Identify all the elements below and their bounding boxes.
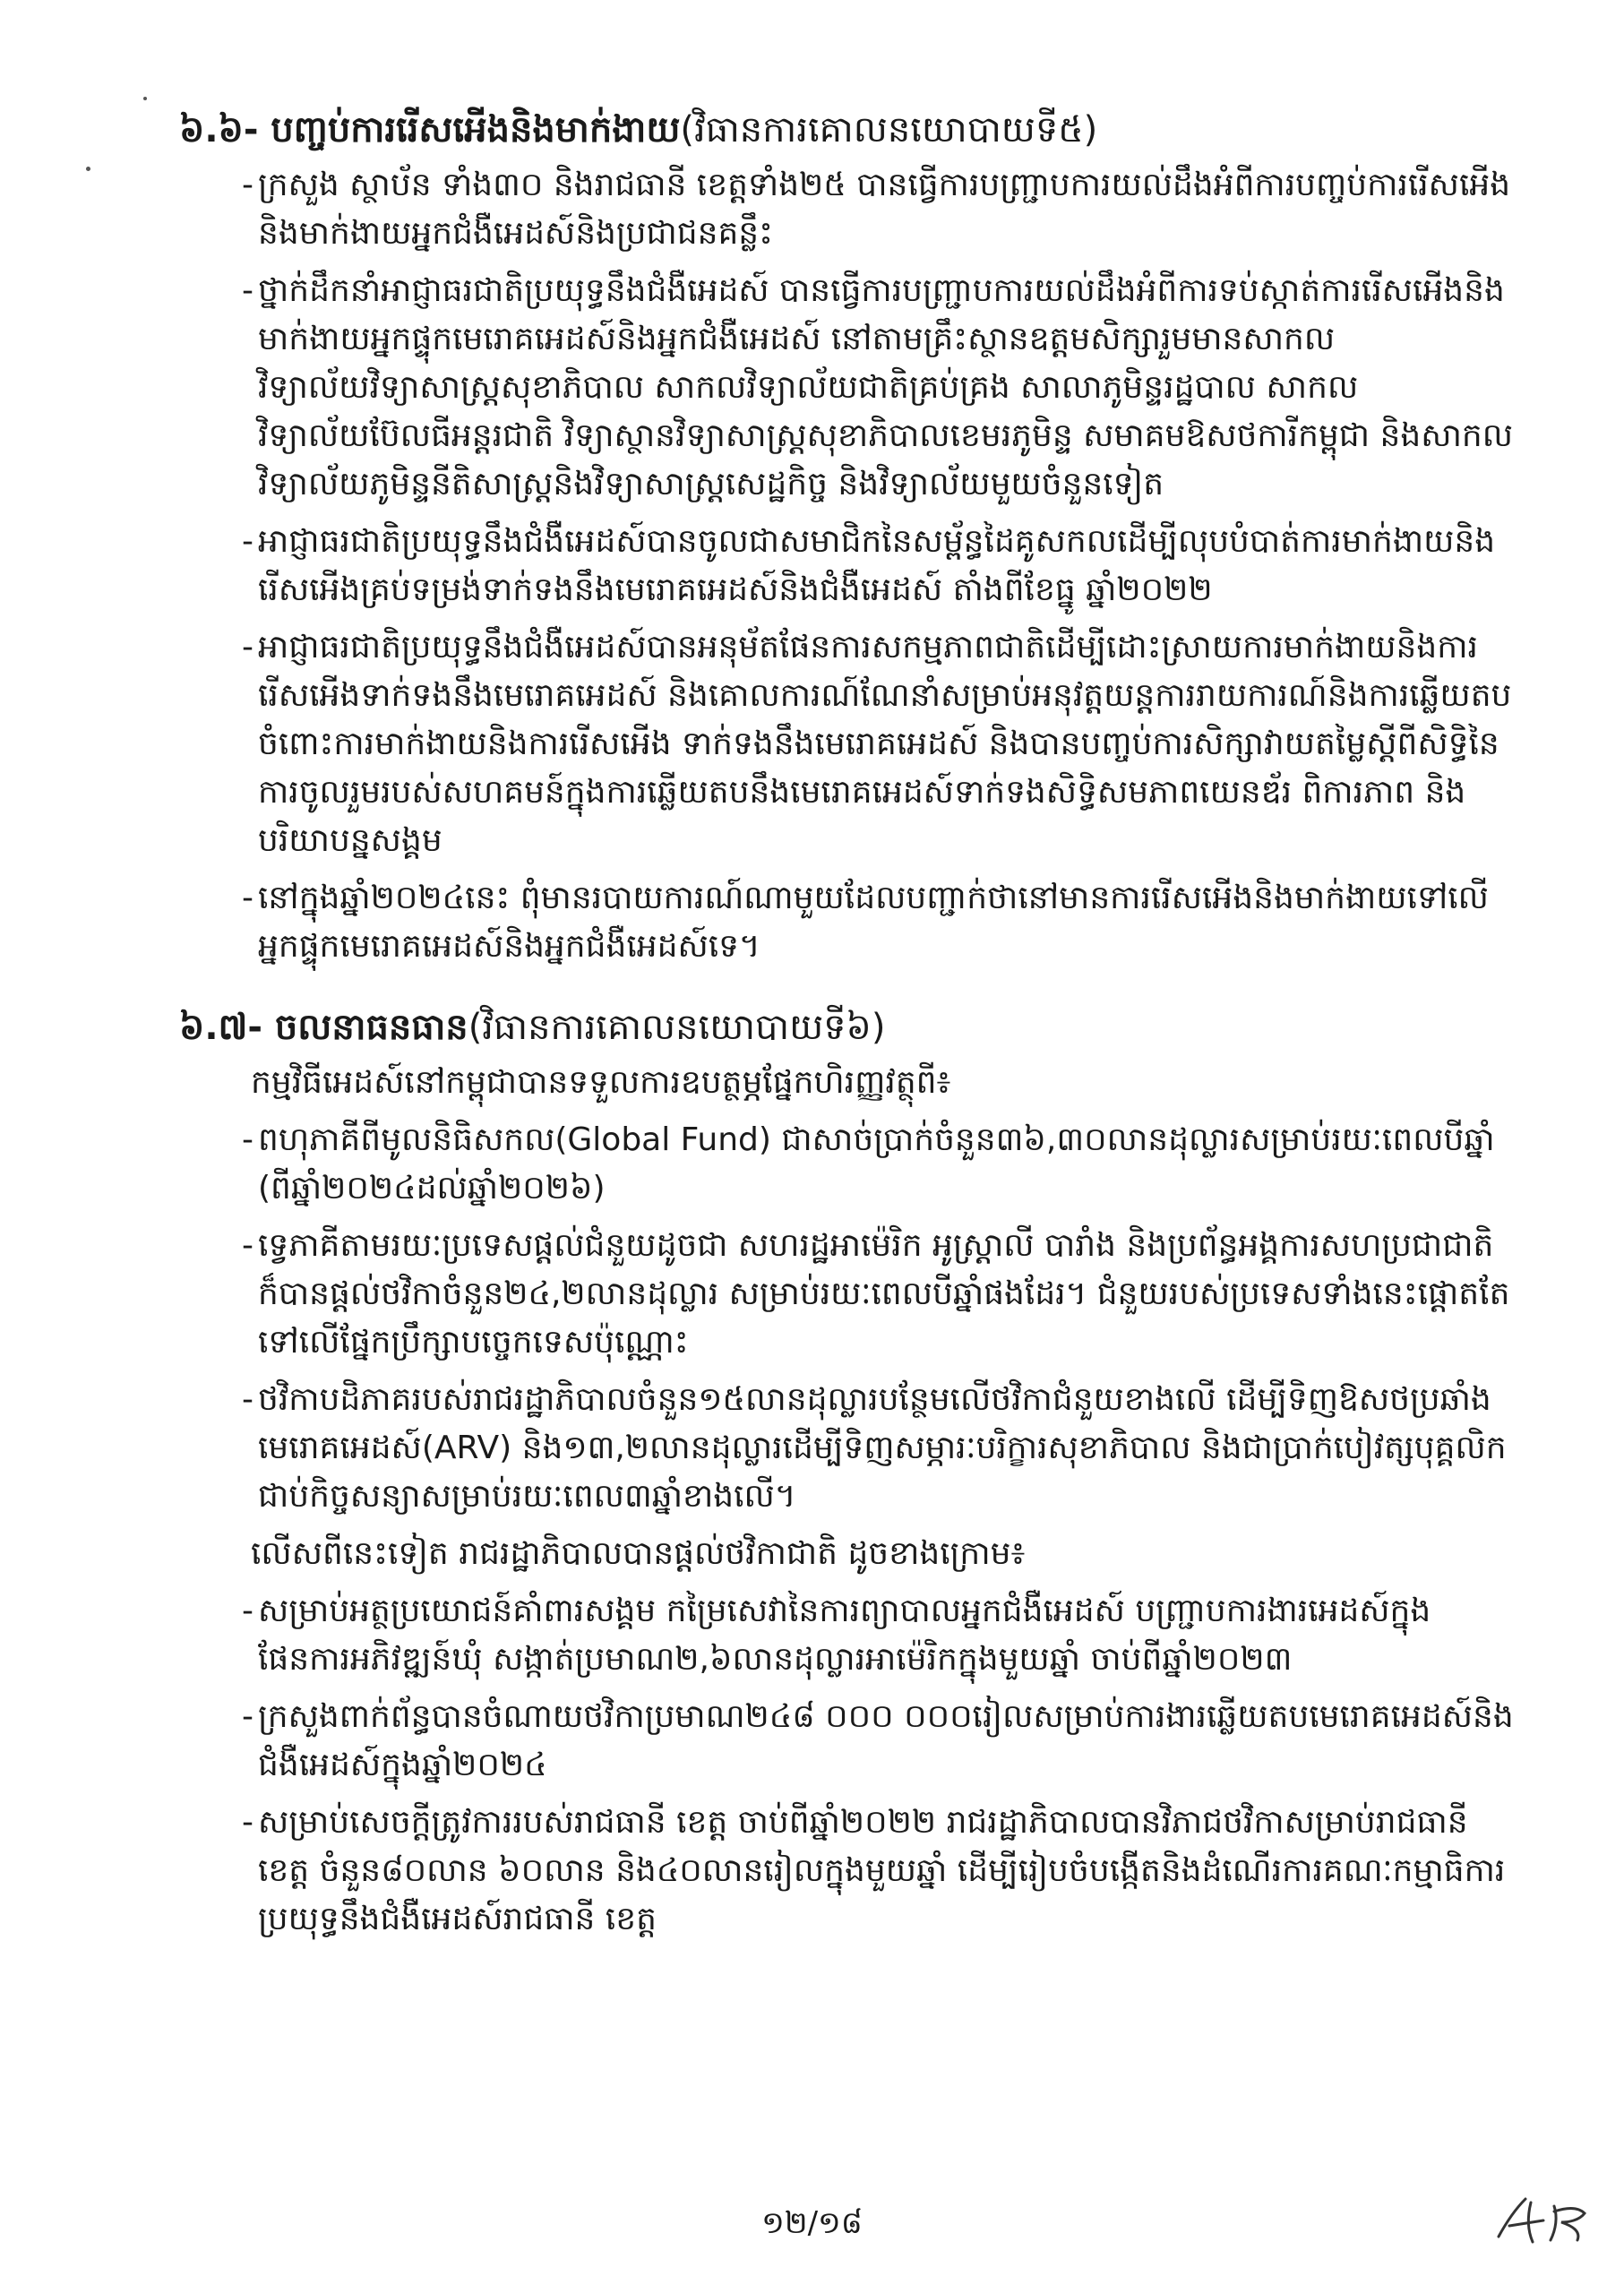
list-item-text: ថវិកាបដិភាគរបស់រាជរដ្ឋាភិបាលចំនួន១៥លានដុល្លារបន្ថែមលើថវិកាជំនួយខាងលើ ដើម្បីទិញឱសថប្រឆាំងមេរោគអេដស៍(ARV) និង១៣,២លានដុល្លារដើម្បីទិញសម្ភារៈបរិក្ខារសុខាភិបាល និងជាប្រាក់បៀវត្សបុគ្គលិកជាប់កិច្ចសន្យាសម្រាប់រយៈពេល៣ឆ្នាំខាងលើ។ — [258, 1381, 1507, 1515]
list-item-text: អាជ្ញាធរជាតិប្រយុទ្ធនឹងជំងឺអេដស៍បានអនុម័តផែនការសកម្មភាពជាតិដើម្បីដោះស្រាយការមាក់ងាយនិងការរើសអើងទាក់ទងនឹងមេរោគអេដស៍ និងគោលការណ៍ណែនាំសម្រាប់អនុវត្តយន្តការរាយការណ៍និងការឆ្លើយតបចំពោះការមាក់ងាយនិងការរើសអើង ទាក់ទងនឹងមេរោគអេដស៍ និងបានបញ្ចប់ការសិក្សាវាយតម្លៃស្តីពីសិទ្ធិនៃការចូលរួមរបស់សហគមន៍ក្នុងការឆ្លើយតបនឹងមេរោគអេដស៍ទាក់ទងសិទ្ធិសមភាពយេនឌ័រ ពិការភាព និងបរិយាបន្នសង្គម — [258, 629, 1512, 859]
list-item — [179, 518, 1514, 614]
list-item — [179, 161, 1514, 258]
section-intro-2: លើសពីនេះទៀត រាជរដ្ឋាភិបាលបានផ្តល់ថវិកាជាតិ ដូចខាងក្រោម៖ — [251, 1535, 1026, 1572]
list-item — [179, 1693, 1514, 1790]
section-number: ៦.៧- — [179, 1007, 262, 1048]
bullet-dash: - — [242, 880, 253, 916]
bullet-dash: - — [242, 1593, 253, 1629]
list-item-text: ក្រសួងពាក់ព័ន្ធបានចំណាយថវិកាប្រមាណ២៤៨ ០០០ ០០០រៀលសម្រាប់ការងារឆ្លើយតបមេរោគអេដស៍និងជំងឺអេដស៍ក្នុងឆ្នាំ២០២៤ — [258, 1698, 1514, 1783]
section-gap — [179, 980, 1514, 1003]
list-item — [179, 1799, 1514, 1944]
list-item — [179, 1376, 1514, 1521]
scan-speck — [143, 97, 147, 100]
bullet-dash: - — [242, 629, 253, 666]
section-subtitle: (វិធានការគោលនយោបាយទី៦) — [468, 1007, 886, 1048]
section-title: បញ្ចប់ការរើសអើងនិងមាក់ងាយ — [271, 109, 681, 150]
list-item — [179, 874, 1514, 971]
bullet-dash: - — [242, 1227, 253, 1264]
list-item — [179, 1222, 1514, 1367]
list-item-text: ពហុភាគីពីមូលនិធិសកល(Global Fund) ជាសាច់ប្រាក់ចំនួន៣៦,៣០លានដុល្លារសម្រាប់រយៈពេលបីឆ្នាំ (ពីឆ្នាំ២០២៤ដល់ឆ្នាំ២០២៦) — [258, 1121, 1495, 1207]
section-subtitle: (វិធានការគោលនយោបាយទី៥) — [680, 109, 1098, 150]
list-item — [179, 1587, 1514, 1684]
list-item-text: ថ្នាក់ដឹកនាំអាជ្ញាធរជាតិប្រយុទ្ធនឹងជំងឺអេដស៍ បានធ្វើការបញ្ជ្រាបការយល់ដឹងអំពីការទប់ស្កាត់ការរើសអើងនិងមាក់ងាយអ្នកផ្ទុកមេរោគអេដស៍និងអ្នកជំងឺអេដស៍ នៅតាមគ្រឹះស្ថានឧត្តមសិក្សារួមមានសាកលវិទ្យាល័យវិទ្យាសាស្ត្រសុខាភិបាល សាកលវិទ្យាល័យជាតិគ្រប់គ្រង សាលាភូមិន្ទរដ្ឋបាល សាកលវិទ្យាល័យប៊ែលធីអន្តរជាតិ វិទ្យាស្ថានវិទ្យាសាស្ត្រសុខាភិបាលខេមរភូមិន្ទ សមាគមឱសថការីកម្ពុជា និងសាកលវិទ្យាល័យភូមិន្ទនីតិសាស្ត្រនិងវិទ្យាសាស្ត្រសេដ្ឋកិច្ច និងវិទ្យាល័យមួយចំនួនទៀត — [258, 272, 1514, 502]
section-number: ៦.៦- — [179, 109, 259, 150]
signature-icon — [1491, 2190, 1599, 2253]
bullet-dash: - — [242, 1381, 253, 1418]
bullet-dash: - — [242, 272, 253, 309]
section-heading-6-7 — [179, 1003, 1514, 1052]
list-item — [179, 267, 1514, 509]
section-heading-6-6 — [179, 106, 1514, 154]
list-item — [179, 623, 1514, 865]
list-item-text: អាជ្ញាធរជាតិប្រយុទ្ធនឹងជំងឺអេដស៍បានចូលជាសមាជិកនៃសម្ព័ន្ធដៃគូសកលដើម្បីលុបបំបាត់ការមាក់ងាយនិងរើសអើងគ្រប់ទម្រង់ទាក់ទងនឹងមេរោគអេដស៍និងជំងឺអេដស៍ តាំងពីខែធ្នូ ឆ្នាំ២០២២ — [258, 523, 1496, 608]
list-item-text: នៅក្នុងឆ្នាំ២០២៤នេះ ពុំមានរបាយការណ៍ណាមួយដែលបញ្ជាក់ថានៅមានការរើសអើងនិងមាក់ងាយទៅលើអ្នកផ្ទុកមេរោគអេដស៍និងអ្នកជំងឺអេដស៍ទេ។ — [258, 880, 1489, 965]
section-title: ចលនាធនធាន — [274, 1007, 468, 1048]
list-item-text: សម្រាប់អត្ថប្រយោជន៍គាំពារសង្គម កម្រៃសេវានៃការព្យាបាលអ្នកជំងឺអេដស៍ បញ្ជ្រាបការងារអេដស៍ក្នុងផែនការអភិវឌ្ឍន៍ឃុំ សង្កាត់ប្រមាណ២,៦លានដុល្លារអាម៉េរិកក្នុងមួយឆ្នាំ ចាប់ពីឆ្នាំ២០២៣ — [258, 1593, 1431, 1678]
bullet-dash: - — [242, 523, 253, 560]
bullet-dash: - — [242, 167, 253, 203]
section-intro: កម្មវិធីអេដស៍នៅកម្ពុជាបានទទួលការឧបត្ថម្ភផ្នែកហិរញ្ញវត្ថុពី៖ — [251, 1064, 951, 1101]
document-body — [179, 106, 1514, 1953]
bullet-dash: - — [242, 1698, 253, 1735]
page-number: ១២/១៨ — [761, 2205, 863, 2241]
list-item-text: ទ្វេភាគីតាមរយៈប្រទេសផ្តល់ជំនួយដូចជា សហរដ្ឋអាម៉េរិក អូស្ត្រាលី បារាំង និងប្រព័ន្ធអង្គការសហប្រជាជាតិ ក៏បានផ្តល់ថវិកាចំនួន២៤,២លានដុល្លារ សម្រាប់រយៈពេលបីឆ្នាំផងដែរ។ ជំនួយរបស់ប្រទេសទាំងនេះផ្តោតតែទៅលើផ្នែកប្រឹក្សាបច្ចេកទេសប៉ុណ្ណោះ — [258, 1227, 1510, 1361]
list-item — [179, 1116, 1514, 1213]
bullet-dash: - — [242, 1804, 253, 1841]
scan-speck — [86, 167, 90, 171]
list-item-text: ក្រសួង ស្ថាប័ន ទាំង៣០ និងរាជធានី ខេត្តទាំង២៥ បានធ្វើការបញ្ជ្រាបការយល់ដឹងអំពីការបញ្ចប់ការរើសអើងនិងមាក់ងាយអ្នកជំងឺអេដស៍និងប្រជាជនគន្លឹះ — [258, 167, 1511, 252]
list-item-text: សម្រាប់សេចក្តីត្រូវការរបស់រាជធានី ខេត្ត ចាប់ពីឆ្នាំ២០២២ រាជរដ្ឋាភិបាលបានវិភាជថវិកាសម្រាប់រាជធានី ខេត្ត ចំនួន៨០លាន ៦០លាន និង៤០លានរៀលក្នុងមួយឆ្នាំ ដើម្បីរៀបចំបង្កើតនិងដំណើរការគណៈកម្មាធិការប្រយុទ្ធនឹងជំងឺអេដស៍រាជធានី ខេត្ត — [258, 1804, 1506, 1937]
bullet-dash: - — [242, 1121, 253, 1158]
